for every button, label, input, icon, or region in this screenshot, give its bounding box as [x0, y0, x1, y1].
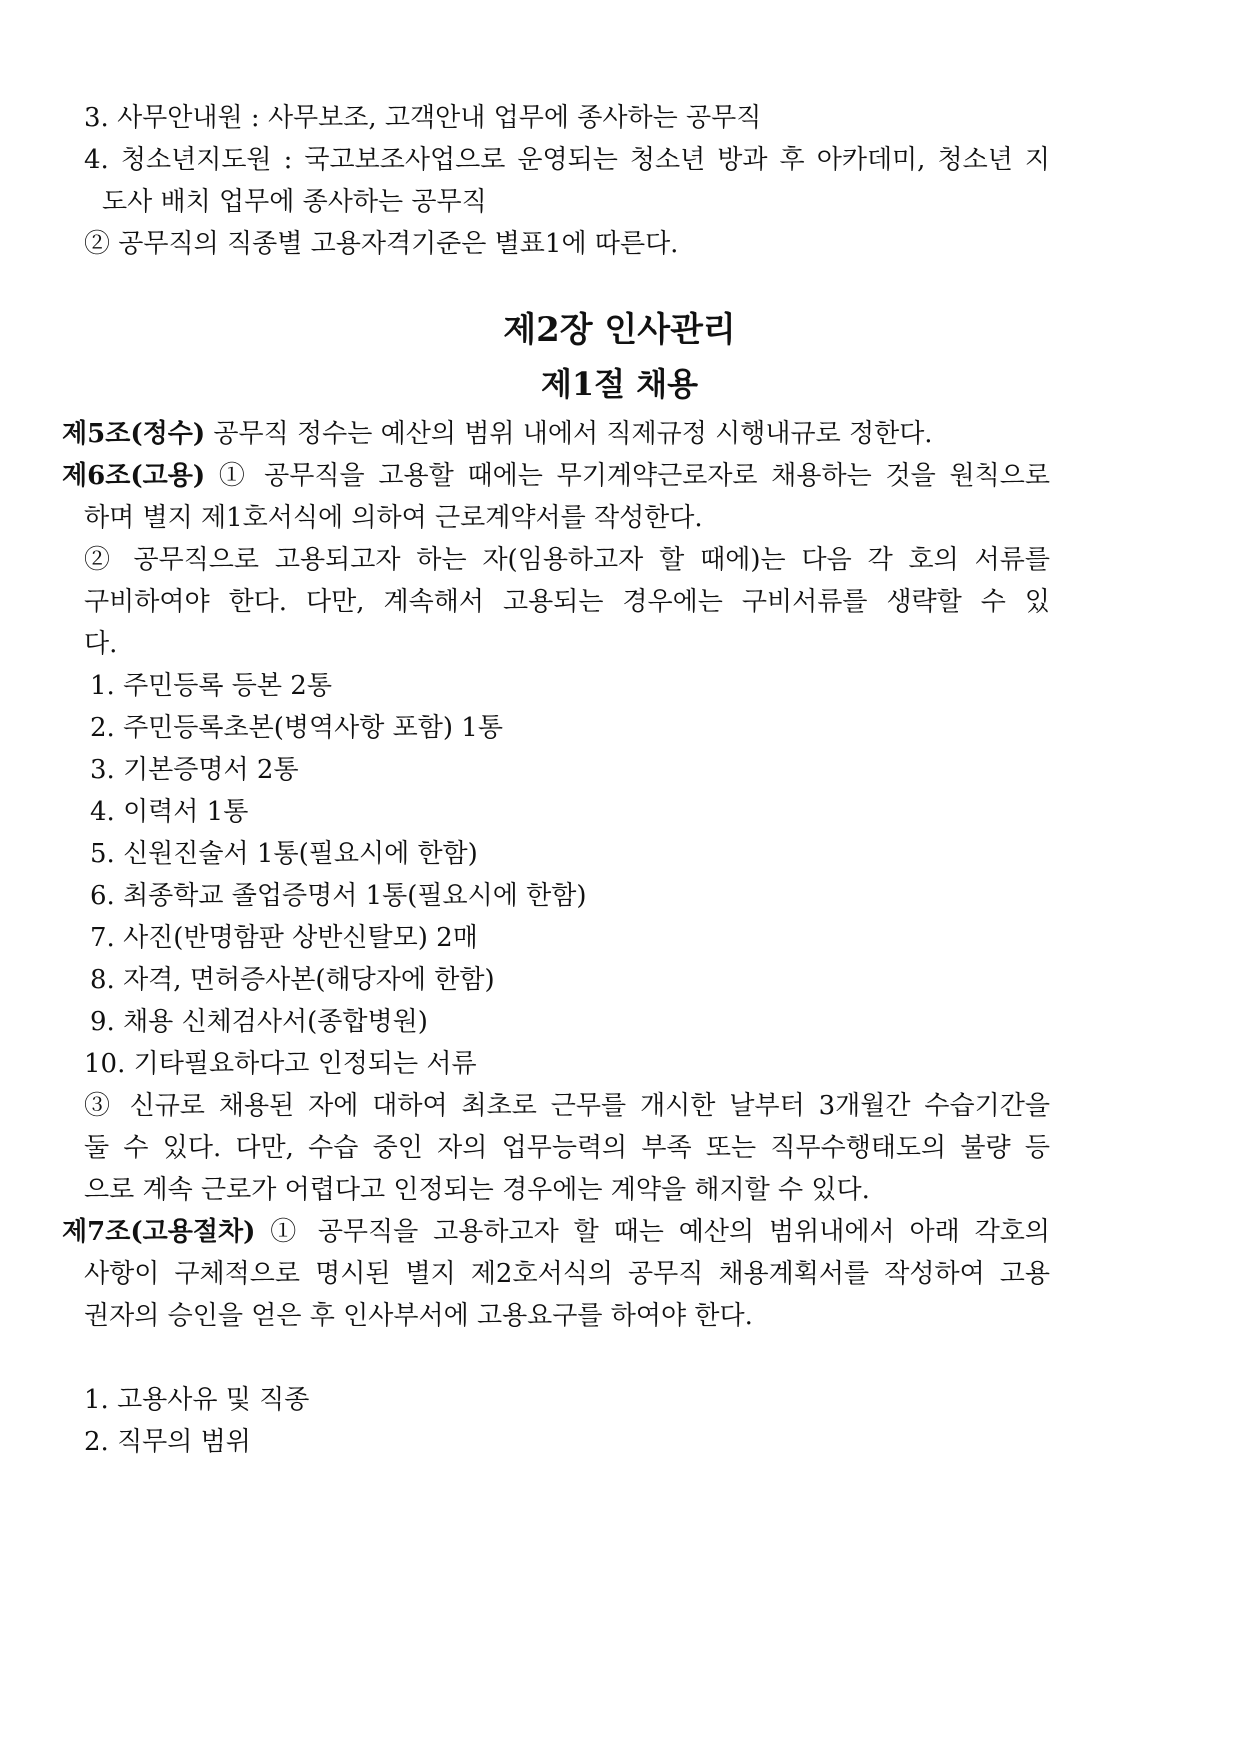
article-text: ① 공무직을 고용할 때에는 무기계약근로자로 채용하는 것을 원칙으로 — [205, 461, 1050, 491]
paragraph-line: 권자의 승인을 얻은 후 인사부서에 고용요구를 하여야 한다. — [84, 1301, 753, 1331]
list-item: 4. 이력서 1통 — [90, 797, 249, 827]
list-item: 2. 주민등록초본(병역사항 포함) 1통 — [90, 713, 503, 743]
list-item: 10. 기타필요하다고 인정되는 서류 — [84, 1049, 477, 1079]
list-item: 6. 최종학교 졸업증명서 1통(필요시에 한함) — [90, 881, 587, 911]
list-item: 1. 고용사유 및 직종 — [84, 1385, 310, 1415]
list-item: 3. 사무안내원 : 사무보조, 고객안내 업무에 종사하는 공무직 — [84, 103, 762, 133]
paragraph: ② 공무직의 직종별 고용자격기준은 별표1에 따른다. — [84, 229, 679, 259]
article-7 — [62, 1210, 1050, 1254]
list-item: 5. 신원진술서 1통(필요시에 한함) — [90, 839, 478, 869]
paragraph-line: 하며 별지 제1호서식에 의하여 근로계약서를 작성한다. — [84, 503, 703, 533]
article-5 — [62, 412, 933, 456]
article-heading: 제7조(고용절차) — [62, 1217, 256, 1247]
list-item: 9. 채용 신체검사서(종합병원) — [90, 1007, 428, 1037]
paragraph-line: 으로 계속 근로가 어렵다고 인정되는 경우에는 계약을 해지할 수 있다. — [84, 1175, 870, 1205]
list-item: 1. 주민등록 등본 2통 — [90, 671, 332, 701]
section-title: 제1절 채용 — [540, 365, 699, 403]
paragraph-line: ② 공무직으로 고용되고자 하는 자(임용하고자 할 때에)는 다음 각 호의 서류를 — [84, 545, 1050, 575]
list-item: 7. 사진(반명함판 상반신탈모) 2매 — [90, 923, 478, 953]
article-text: ① 공무직을 고용하고자 할 때는 예산의 범위내에서 아래 각호의 — [255, 1217, 1050, 1247]
paragraph-line: ③ 신규로 채용된 자에 대하여 최초로 근무를 개시한 날부터 3개월간 수습기간을 — [84, 1091, 1050, 1121]
article-6 — [62, 454, 1050, 498]
paragraph-line: 사항이 구체적으로 명시된 별지 제2호서식의 공무직 채용계획서를 작성하여 고용 — [84, 1259, 1050, 1289]
article-heading: 제6조(고용) — [62, 461, 206, 491]
list-item: 8. 자격, 면허증사본(해당자에 한함) — [90, 965, 495, 995]
paragraph-line: 구비하여야 한다. 다만, 계속해서 고용되는 경우에는 구비서류를 생략할 수 있 — [84, 587, 1050, 617]
paragraph-line: 둘 수 있다. 다만, 수습 중인 자의 업무능력의 부족 또는 직무수행태도의 불량 등 — [84, 1133, 1050, 1163]
article-heading: 제5조(정수) — [62, 419, 206, 449]
list-item: 3. 기본증명서 2통 — [90, 755, 299, 785]
article-text: 공무직 정수는 예산의 범위 내에서 직제규정 시행내규로 정한다. — [205, 419, 933, 449]
list-item: 2. 직무의 범위 — [84, 1427, 251, 1457]
list-item: 4. 청소년지도원 : 국고보조사업으로 운영되는 청소년 방과 후 아카데미, 청소년 지 — [84, 145, 1050, 175]
paragraph-line: 다. — [84, 629, 118, 659]
list-item-continuation: 도사 배치 업무에 종사하는 공무직 — [102, 187, 487, 217]
chapter-title: 제2장 인사관리 — [503, 310, 736, 350]
